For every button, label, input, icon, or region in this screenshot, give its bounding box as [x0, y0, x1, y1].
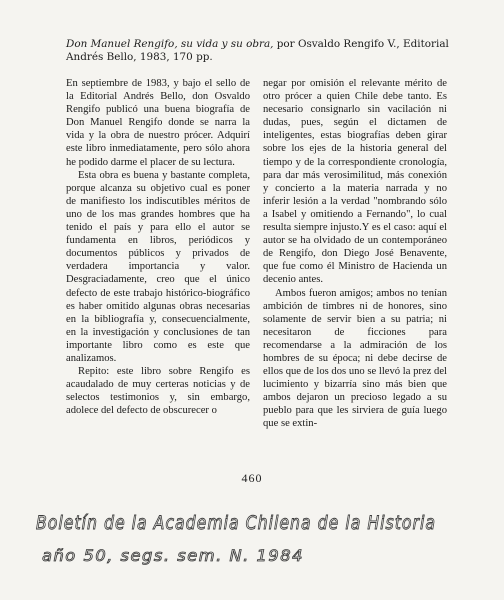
page-number: 460 [241, 471, 263, 485]
paragraph: negar por omisión el relevante mérito de otro prócer a quien Chile debe tanto. Es necesario consignarlo sin vacilación ni dudas, pues, según el dictamen de inteligentes, estas biografías deben girar sobre los ejes de la historia general del tiempo y de la correspondiente cronología, para dar más verosimilitud, más conexión y concierto a la materia narrada y no inferir lesión a la verdad "nombrando sólo a Isabel y omitiendo a Fernando", lo cual resulta siempre injusto.Y es el caso: aquí el autor se ha olvidado de un contemporáneo de Rengifo, don Diego José Benavente, que fue como él Ministro de Hacienda un decenio antes. [263, 78, 447, 286]
left-text-column [66, 77, 250, 417]
paragraph: Esta obra es buena y bastante completa, porque alcanza su objetivo cual es poner de manifiesto los indiscutibles méritos de uno de los mas grandes hombres que ha tenido el país y para ello el autor se fundamenta en libros, periódicos y documentos públicos y privados de verdadera importancia y valor. Desgraciadamente, creo que el único defecto de este trabajo histórico-biográfico es haber omitido algunas obras necesarias en la bibliografía y, consecuencialmente, en la investigación y conclusiones de tan importante libro como es este que analizamos. [66, 169, 250, 364]
paragraph: En septiembre de 1983, y bajo el sello de la Editorial Andrés Bello, don Osvaldo Rengifo publicó una buena biografía de Don Manuel Rengifo donde se narra la vida y la obra de nuestro prócer. Adquirí este libro inmediatamente, pero sólo ahora he podido darme el placer de su lectura. [66, 78, 250, 168]
book-title: Don Manuel Rengifo, su vida y su obra, [66, 38, 274, 50]
handwritten-line-1: Boletín de la Academia Chilena de la Historia [36, 512, 436, 534]
book-publication-details: por Osvaldo Rengifo V., Editorial Andrés Bello, 1983, 170 pp. [66, 38, 449, 63]
paragraph: Repito: este libro sobre Rengifo es acaudalado de muy certeras noticias y de selectos testimonios y, sin embargo, adolece del defecto de obscurecer o [66, 366, 250, 417]
paragraph: Ambos fueron amigos; ambos no tenían ambición de timbres ni de honores, sino solamente de servir bien a su patria; ni necesitaron de ficciones para recomendarse a la admiración de los hombres de su época; ni debe decirse de ellos que de los dos uno se llevó la prez del lucimiento y bizarría sino más bien que ambos dejaron un precioso legado a su pueblo para que les sirviera de guía luego que se extin- [263, 287, 447, 430]
handwritten-annotation [28, 505, 448, 575]
handwritten-line-2: año 50, segs. sem. N. 1984 [42, 546, 304, 565]
book-citation-header [66, 38, 458, 64]
right-text-column [263, 77, 447, 431]
